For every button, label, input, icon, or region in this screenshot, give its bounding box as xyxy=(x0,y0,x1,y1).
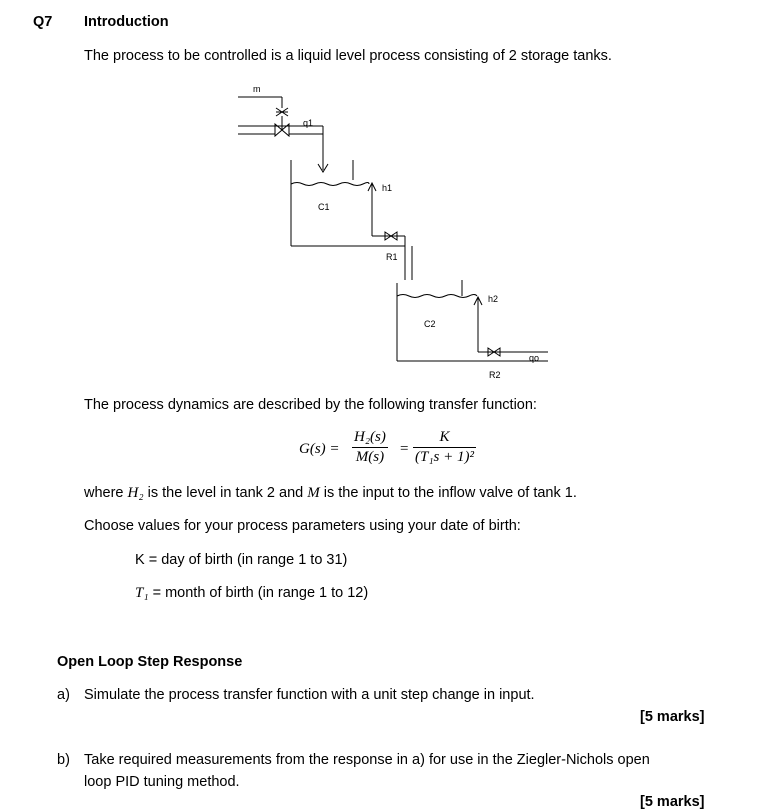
label-c2: C2 xyxy=(424,319,436,329)
part-a-label: a) xyxy=(57,687,70,703)
tf-frac1-num: H₂(s) xyxy=(354,429,386,445)
part-b-label: b) xyxy=(57,752,70,768)
intro-text: The process to be controlled is a liquid level process consisting of 2 storage tanks. xyxy=(84,48,612,64)
label-r1: R1 xyxy=(386,252,398,262)
two-tank-diagram xyxy=(0,0,760,400)
param-k: K = day of birth (in range 1 to 31) xyxy=(135,552,348,568)
section-heading: Introduction xyxy=(84,14,169,30)
where-text: where H₂ is the level in tank 2 and M is the input to the inflow valve of tank 1. xyxy=(84,485,577,501)
label-r2: R2 xyxy=(489,370,501,380)
tf-lhs: G(s) = xyxy=(299,441,340,457)
label-h1: h1 xyxy=(382,183,393,193)
part-b-line1: Take required measurements from the response in a) for use in the Ziegler-Nichols open xyxy=(84,752,650,768)
tf-frac2-den: (T₁s + 1)² xyxy=(415,449,475,465)
tf-fraction-1 xyxy=(352,429,388,466)
tf-equals: = xyxy=(400,441,409,457)
section-title: Open Loop Step Response xyxy=(57,654,243,670)
part-b-marks: [5 marks] xyxy=(640,794,705,810)
dynamics-text: The process dynamics are described by the following transfer function: xyxy=(84,397,537,413)
label-c1: C1 xyxy=(318,202,330,212)
question-number: Q7 xyxy=(33,14,53,30)
label-m: m xyxy=(253,84,261,94)
tf-frac2-num: K xyxy=(439,429,450,445)
tf-frac1-den: M(s) xyxy=(352,447,388,466)
label-qo: qo xyxy=(529,353,540,363)
params-intro: Choose values for your process parameters using your date of birth: xyxy=(84,518,521,534)
label-q1: q1 xyxy=(303,118,314,128)
tf-fraction-2 xyxy=(413,429,476,466)
label-h2: h2 xyxy=(488,294,499,304)
part-a-marks: [5 marks] xyxy=(640,709,705,725)
part-b-line2: loop PID tuning method. xyxy=(84,774,240,790)
part-a-text: Simulate the process transfer function with a unit step change in input. xyxy=(84,687,535,703)
param-t1: T₁ = month of birth (in range 1 to 12) xyxy=(135,585,369,601)
